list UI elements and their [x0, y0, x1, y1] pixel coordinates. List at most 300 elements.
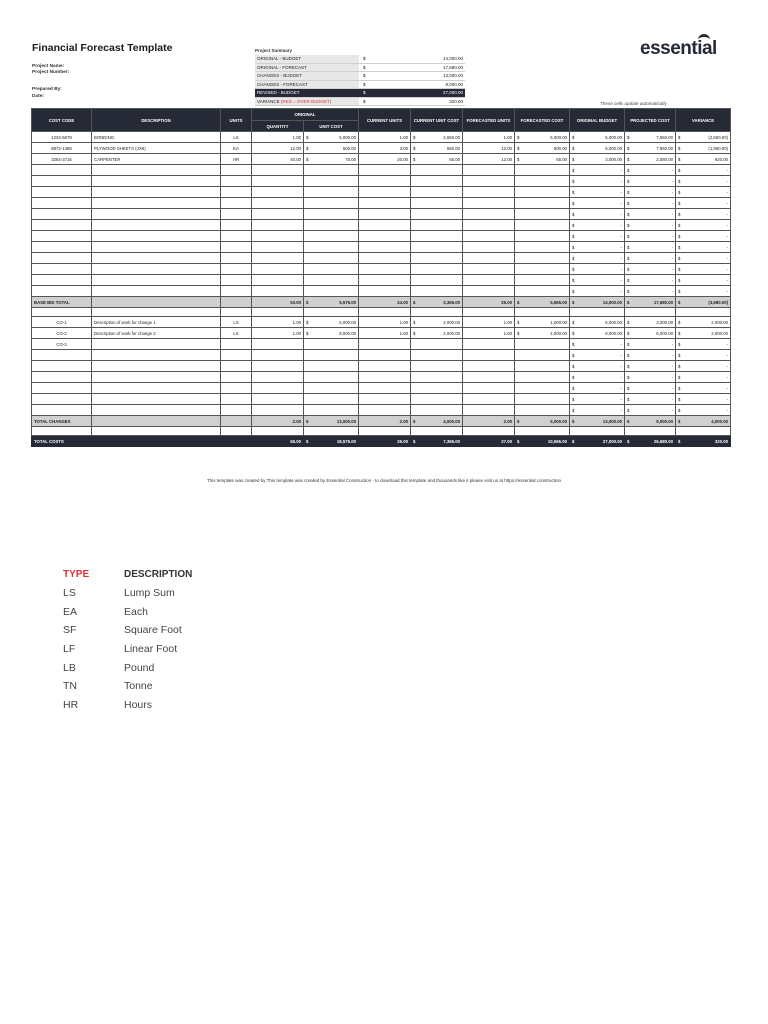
- dash: -: [726, 244, 729, 250]
- cell-units[interactable]: [221, 143, 252, 154]
- cell-cur-ucost[interactable]: [411, 132, 463, 143]
- cell-fc-cost[interactable]: [515, 154, 570, 165]
- blank-cell[interactable]: [304, 220, 359, 231]
- blank-cell[interactable]: [304, 405, 359, 416]
- blank-cell[interactable]: [359, 209, 411, 220]
- cell-qty[interactable]: [252, 339, 304, 350]
- cell-value: 8872-1389: [51, 145, 72, 151]
- blank-cell[interactable]: [32, 361, 92, 372]
- blank-cell[interactable]: [252, 209, 304, 220]
- blank-cell[interactable]: [304, 286, 359, 297]
- currency-symbol: $: [572, 299, 575, 305]
- legend-row: [63, 621, 243, 640]
- cell-desc[interactable]: [92, 154, 221, 165]
- blank-cell[interactable]: [32, 286, 92, 297]
- blank-cell[interactable]: [221, 231, 252, 242]
- cell-ucost[interactable]: [304, 317, 359, 328]
- cell-qty[interactable]: [252, 154, 304, 165]
- blank-cell[interactable]: [304, 209, 359, 220]
- blank-cell[interactable]: [411, 405, 463, 416]
- spacer-row: [32, 427, 731, 436]
- blank-cell[interactable]: [515, 187, 570, 198]
- blank-cell[interactable]: [463, 405, 515, 416]
- blank-cell[interactable]: [252, 383, 304, 394]
- blank-cell[interactable]: [359, 372, 411, 383]
- col-quantity: QUANTITY: [252, 121, 304, 132]
- blank-cell[interactable]: [359, 242, 411, 253]
- cell-value: 2,650.00: [443, 134, 461, 140]
- cell-fc-cost[interactable]: [515, 317, 570, 328]
- blank-cell[interactable]: [359, 231, 411, 242]
- cell-value: 24.00: [397, 299, 409, 305]
- legend-row: [63, 584, 243, 603]
- cell-code[interactable]: [32, 328, 92, 339]
- blank-cell: [676, 350, 731, 361]
- dash: -: [726, 233, 729, 239]
- cell-cur-ucost[interactable]: [411, 339, 463, 350]
- currency-symbol: $: [517, 438, 520, 444]
- cell-cur-units[interactable]: [359, 143, 411, 154]
- cell-desc[interactable]: [92, 132, 221, 143]
- blank-cell[interactable]: [411, 275, 463, 286]
- blank-cell[interactable]: [515, 176, 570, 187]
- blank-cell[interactable]: [359, 198, 411, 209]
- cell-value: 10,565.00: [547, 438, 568, 444]
- cell-code[interactable]: [32, 317, 92, 328]
- blank-cell[interactable]: [32, 275, 92, 286]
- blank-cell[interactable]: [92, 253, 221, 264]
- blank-cell[interactable]: [463, 350, 515, 361]
- currency-symbol: $: [306, 145, 309, 151]
- blank-cell[interactable]: [463, 361, 515, 372]
- cell-ucost[interactable]: [304, 143, 359, 154]
- blank-cell[interactable]: [515, 275, 570, 286]
- cell-value: 920.00: [714, 156, 729, 162]
- blank-cell[interactable]: [515, 361, 570, 372]
- blank-cell[interactable]: [252, 264, 304, 275]
- blank-cell[interactable]: [359, 405, 411, 416]
- blank-cell[interactable]: [304, 372, 359, 383]
- blank-cell[interactable]: [221, 286, 252, 297]
- cell-value: 26.00: [397, 438, 409, 444]
- cell-value: 4,000.00: [550, 330, 568, 336]
- blank-cell[interactable]: [359, 187, 411, 198]
- cell-fc-units[interactable]: [463, 328, 515, 339]
- blank-cell[interactable]: [359, 220, 411, 231]
- blank-cell[interactable]: [304, 231, 359, 242]
- cell-cur-ucost[interactable]: [411, 328, 463, 339]
- blank-cell[interactable]: [252, 372, 304, 383]
- blank-cell[interactable]: [463, 165, 515, 176]
- blank-cell[interactable]: [221, 350, 252, 361]
- spacer-cell: [625, 308, 676, 317]
- blank-cell[interactable]: [252, 165, 304, 176]
- blank-cell[interactable]: [252, 187, 304, 198]
- blank-cell[interactable]: [463, 231, 515, 242]
- blank-cell[interactable]: [411, 350, 463, 361]
- blank-cell[interactable]: [252, 350, 304, 361]
- blank-cell[interactable]: [411, 253, 463, 264]
- cell-value: 13,000.00: [336, 418, 357, 424]
- blank-cell[interactable]: [221, 220, 252, 231]
- summary-value: 27,000.00: [442, 90, 463, 95]
- cell-qty[interactable]: [252, 328, 304, 339]
- blank-cell[interactable]: [515, 253, 570, 264]
- blank-cell[interactable]: [32, 220, 92, 231]
- cell-cur-units[interactable]: [359, 317, 411, 328]
- blank-cell[interactable]: [32, 383, 92, 394]
- currency-symbol: $: [627, 407, 630, 413]
- blank-cell[interactable]: [92, 209, 221, 220]
- dash: -: [726, 407, 729, 413]
- blank-cell[interactable]: [304, 394, 359, 405]
- blank-cell[interactable]: [304, 198, 359, 209]
- cell-ucost[interactable]: [304, 339, 359, 350]
- blank-cell[interactable]: [359, 264, 411, 275]
- blank-cell: [625, 405, 676, 416]
- cell-variance: [676, 436, 731, 447]
- cell-cur-units[interactable]: [359, 328, 411, 339]
- blank-cell[interactable]: [304, 253, 359, 264]
- blank-cell[interactable]: [463, 187, 515, 198]
- blank-cell[interactable]: [252, 286, 304, 297]
- blank-cell[interactable]: [252, 198, 304, 209]
- blank-cell[interactable]: [411, 394, 463, 405]
- blank-cell[interactable]: [32, 198, 92, 209]
- dash: -: [671, 266, 674, 272]
- blank-cell[interactable]: [92, 231, 221, 242]
- blank-cell: [625, 231, 676, 242]
- summary-currency: $: [363, 98, 366, 104]
- blank-cell[interactable]: [92, 275, 221, 286]
- dash: -: [726, 222, 729, 228]
- blank-cell[interactable]: [92, 286, 221, 297]
- currency-symbol: $: [678, 352, 681, 358]
- legend-row: [63, 603, 243, 622]
- blank-cell[interactable]: [515, 372, 570, 383]
- dash: -: [671, 374, 674, 380]
- blank-cell[interactable]: [463, 383, 515, 394]
- blank-cell[interactable]: [32, 372, 92, 383]
- blank-cell[interactable]: [515, 405, 570, 416]
- blank-cell[interactable]: [411, 383, 463, 394]
- blank-cell[interactable]: [32, 209, 92, 220]
- blank-cell[interactable]: [92, 372, 221, 383]
- blank-cell[interactable]: [221, 264, 252, 275]
- currency-symbol: $: [678, 233, 681, 239]
- cell-fc-cost[interactable]: [515, 132, 570, 143]
- blank-cell[interactable]: [515, 350, 570, 361]
- spacer-cell: [515, 308, 570, 317]
- blank-cell[interactable]: [221, 361, 252, 372]
- blank-cell[interactable]: [463, 372, 515, 383]
- spacer-cell: [92, 427, 221, 436]
- blank-cell[interactable]: [221, 383, 252, 394]
- blank-cell[interactable]: [252, 361, 304, 372]
- cell-cur-units[interactable]: [359, 154, 411, 165]
- blank-cell[interactable]: [252, 253, 304, 264]
- col-forecasted-cost: FORECASTED COST: [515, 109, 570, 132]
- blank-cell[interactable]: [411, 361, 463, 372]
- blank-cell[interactable]: [515, 165, 570, 176]
- dash: -: [726, 178, 729, 184]
- blank-cell[interactable]: [221, 394, 252, 405]
- blank-cell[interactable]: [515, 220, 570, 231]
- cell-fc-cost[interactable]: [515, 328, 570, 339]
- blank-cell[interactable]: [359, 275, 411, 286]
- blank-cell[interactable]: [32, 405, 92, 416]
- cell-units[interactable]: [221, 154, 252, 165]
- blank-cell[interactable]: [221, 165, 252, 176]
- blank-cell[interactable]: [221, 209, 252, 220]
- blank-cell[interactable]: [92, 220, 221, 231]
- cell-fc-units[interactable]: [463, 143, 515, 154]
- currency-symbol: $: [678, 178, 681, 184]
- dash: -: [671, 233, 674, 239]
- spacer-cell: [676, 427, 731, 436]
- blank-cell[interactable]: [463, 286, 515, 297]
- blank-cell[interactable]: [515, 394, 570, 405]
- blank-cell[interactable]: [252, 394, 304, 405]
- cell-units[interactable]: [221, 328, 252, 339]
- dash: -: [671, 396, 674, 402]
- cell-value: 5,000.00: [339, 134, 357, 140]
- currency-symbol: $: [627, 418, 630, 424]
- blank-cell[interactable]: [515, 209, 570, 220]
- currency-symbol: $: [306, 418, 309, 424]
- summary-value: 320.00: [449, 98, 463, 104]
- blank-cell[interactable]: [411, 209, 463, 220]
- cell-desc[interactable]: [92, 339, 221, 350]
- cell-value: CARPENTER: [94, 156, 121, 162]
- blank-cell[interactable]: [463, 198, 515, 209]
- legend-type-header: TYPE: [63, 569, 90, 580]
- blank-cell[interactable]: [252, 242, 304, 253]
- cell-desc[interactable]: [92, 143, 221, 154]
- blank-cell[interactable]: [32, 264, 92, 275]
- blank-cell[interactable]: [92, 350, 221, 361]
- blank-cell[interactable]: [304, 275, 359, 286]
- cell-units[interactable]: [221, 132, 252, 143]
- cell-value: CO-1: [56, 319, 67, 325]
- dash: -: [726, 200, 729, 206]
- cell-code[interactable]: [32, 339, 92, 350]
- cell-value: 2,000.00: [711, 330, 729, 336]
- blank-cell[interactable]: [252, 275, 304, 286]
- blank-cell[interactable]: [92, 383, 221, 394]
- blank-cell[interactable]: [463, 264, 515, 275]
- blank-cell[interactable]: [92, 176, 221, 187]
- blank-cell[interactable]: [92, 242, 221, 253]
- currency-symbol: $: [627, 156, 630, 162]
- blank-cell[interactable]: [359, 165, 411, 176]
- blank-cell[interactable]: [92, 187, 221, 198]
- cell-ucost[interactable]: [304, 154, 359, 165]
- blank-cell[interactable]: [411, 264, 463, 275]
- cell-fc-units[interactable]: [463, 132, 515, 143]
- currency-symbol: $: [572, 167, 575, 173]
- blank-cell[interactable]: [221, 242, 252, 253]
- cell-orig-budget: [570, 297, 625, 308]
- blank-cell[interactable]: [359, 253, 411, 264]
- blank-cell[interactable]: [252, 231, 304, 242]
- blank-cell[interactable]: [221, 187, 252, 198]
- cell-desc: [92, 297, 221, 308]
- blank-cell[interactable]: [515, 231, 570, 242]
- project-name-label: Project Name:: [32, 64, 65, 69]
- blank-cell[interactable]: [32, 176, 92, 187]
- currency-symbol: $: [572, 211, 575, 217]
- cell-cur-units[interactable]: [359, 132, 411, 143]
- cell-fc-units[interactable]: [463, 154, 515, 165]
- cell-qty[interactable]: [252, 132, 304, 143]
- cell-cur-ucost[interactable]: [411, 317, 463, 328]
- blank-cell[interactable]: [304, 242, 359, 253]
- blank-cell[interactable]: [463, 176, 515, 187]
- cell-units[interactable]: [221, 339, 252, 350]
- blank-cell[interactable]: [411, 220, 463, 231]
- spacer-cell: [515, 427, 570, 436]
- blank-cell[interactable]: [32, 350, 92, 361]
- cell-ucost[interactable]: [304, 132, 359, 143]
- cell-value: 2.00: [292, 418, 301, 424]
- blank-cell[interactable]: [221, 372, 252, 383]
- blank-cell: [570, 275, 625, 286]
- blank-cell[interactable]: [92, 198, 221, 209]
- blank-cell[interactable]: [92, 361, 221, 372]
- cell-value: 13,000.00: [602, 418, 623, 424]
- blank-cell[interactable]: [359, 176, 411, 187]
- blank-cell[interactable]: [411, 231, 463, 242]
- blank-cell: [625, 198, 676, 209]
- cell-value: 14,000.00: [602, 299, 623, 305]
- blank-cell[interactable]: [221, 253, 252, 264]
- blank-cell[interactable]: [252, 405, 304, 416]
- blank-cell[interactable]: [515, 198, 570, 209]
- blank-cell[interactable]: [463, 394, 515, 405]
- blank-cell[interactable]: [304, 165, 359, 176]
- blank-cell[interactable]: [221, 198, 252, 209]
- cell-fc-cost[interactable]: [515, 339, 570, 350]
- cell-fc-units[interactable]: [463, 339, 515, 350]
- blank-cell[interactable]: [411, 176, 463, 187]
- cell-code[interactable]: [32, 143, 92, 154]
- blank-cell[interactable]: [221, 176, 252, 187]
- blank-cell[interactable]: [359, 383, 411, 394]
- cell-units: [221, 297, 252, 308]
- blank-cell[interactable]: [411, 242, 463, 253]
- blank-row: [32, 198, 731, 209]
- cell-value: LS: [233, 319, 239, 325]
- blank-cell[interactable]: [411, 372, 463, 383]
- blank-cell[interactable]: [359, 350, 411, 361]
- blank-cell[interactable]: [32, 231, 92, 242]
- blank-cell[interactable]: [463, 242, 515, 253]
- blank-cell[interactable]: [92, 405, 221, 416]
- blank-cell[interactable]: [359, 286, 411, 297]
- blank-cell[interactable]: [304, 361, 359, 372]
- blank-cell[interactable]: [92, 165, 221, 176]
- currency-symbol: $: [413, 330, 416, 336]
- blank-cell[interactable]: [463, 275, 515, 286]
- blank-cell[interactable]: [252, 220, 304, 231]
- blank-cell: [625, 209, 676, 220]
- blank-cell[interactable]: [411, 286, 463, 297]
- dash: -: [726, 385, 729, 391]
- cell-ucost[interactable]: [304, 328, 359, 339]
- cell-desc[interactable]: [92, 328, 221, 339]
- blank-row: [32, 383, 731, 394]
- blank-cell[interactable]: [32, 394, 92, 405]
- blank-cell[interactable]: [304, 176, 359, 187]
- currency-symbol: $: [627, 167, 630, 173]
- cell-code[interactable]: [32, 154, 92, 165]
- blank-cell[interactable]: [359, 394, 411, 405]
- cell-cur-units[interactable]: [359, 339, 411, 350]
- cell-cur-ucost[interactable]: [411, 143, 463, 154]
- blank-cell[interactable]: [411, 165, 463, 176]
- blank-cell[interactable]: [463, 220, 515, 231]
- currency-symbol: $: [306, 319, 309, 325]
- cell-code[interactable]: [32, 132, 92, 143]
- blank-cell: [570, 264, 625, 275]
- blank-cell: [625, 165, 676, 176]
- cell-value: 12.00: [501, 156, 513, 162]
- cell-cur-ucost[interactable]: [411, 154, 463, 165]
- cell-value: 4,000.00: [443, 418, 461, 424]
- blank-cell[interactable]: [411, 198, 463, 209]
- blank-cell[interactable]: [304, 383, 359, 394]
- blank-cell[interactable]: [411, 187, 463, 198]
- cell-units[interactable]: [221, 317, 252, 328]
- cell-value: TOTAL COSTS: [34, 438, 64, 444]
- currency-symbol: $: [678, 156, 681, 162]
- blank-cell[interactable]: [463, 209, 515, 220]
- blank-cell[interactable]: [32, 165, 92, 176]
- blank-cell[interactable]: [304, 350, 359, 361]
- cell-qty[interactable]: [252, 143, 304, 154]
- blank-cell[interactable]: [515, 242, 570, 253]
- blank-cell[interactable]: [32, 242, 92, 253]
- blank-cell[interactable]: [304, 264, 359, 275]
- blank-cell[interactable]: [515, 286, 570, 297]
- blank-cell[interactable]: [304, 187, 359, 198]
- currency-symbol: $: [678, 211, 681, 217]
- blank-cell: [676, 264, 731, 275]
- blank-cell[interactable]: [221, 275, 252, 286]
- cell-value: 26,680.00: [653, 438, 674, 444]
- cell-fc-units[interactable]: [463, 317, 515, 328]
- blank-cell[interactable]: [92, 264, 221, 275]
- blank-cell[interactable]: [221, 405, 252, 416]
- cell-value: 2,000.00: [443, 330, 461, 336]
- blank-cell[interactable]: [515, 264, 570, 275]
- blank-cell[interactable]: [92, 394, 221, 405]
- blank-cell[interactable]: [32, 253, 92, 264]
- cell-qty[interactable]: [252, 317, 304, 328]
- cell-fc-cost[interactable]: [515, 143, 570, 154]
- summary-currency: $: [363, 81, 366, 87]
- currency-symbol: $: [678, 167, 681, 173]
- summary-currency: $: [363, 90, 366, 95]
- blank-cell[interactable]: [515, 383, 570, 394]
- blank-cell[interactable]: [32, 187, 92, 198]
- cell-desc[interactable]: [92, 317, 221, 328]
- blank-cell[interactable]: [359, 361, 411, 372]
- blank-cell[interactable]: [463, 253, 515, 264]
- blank-cell[interactable]: [252, 176, 304, 187]
- blank-cell: [625, 383, 676, 394]
